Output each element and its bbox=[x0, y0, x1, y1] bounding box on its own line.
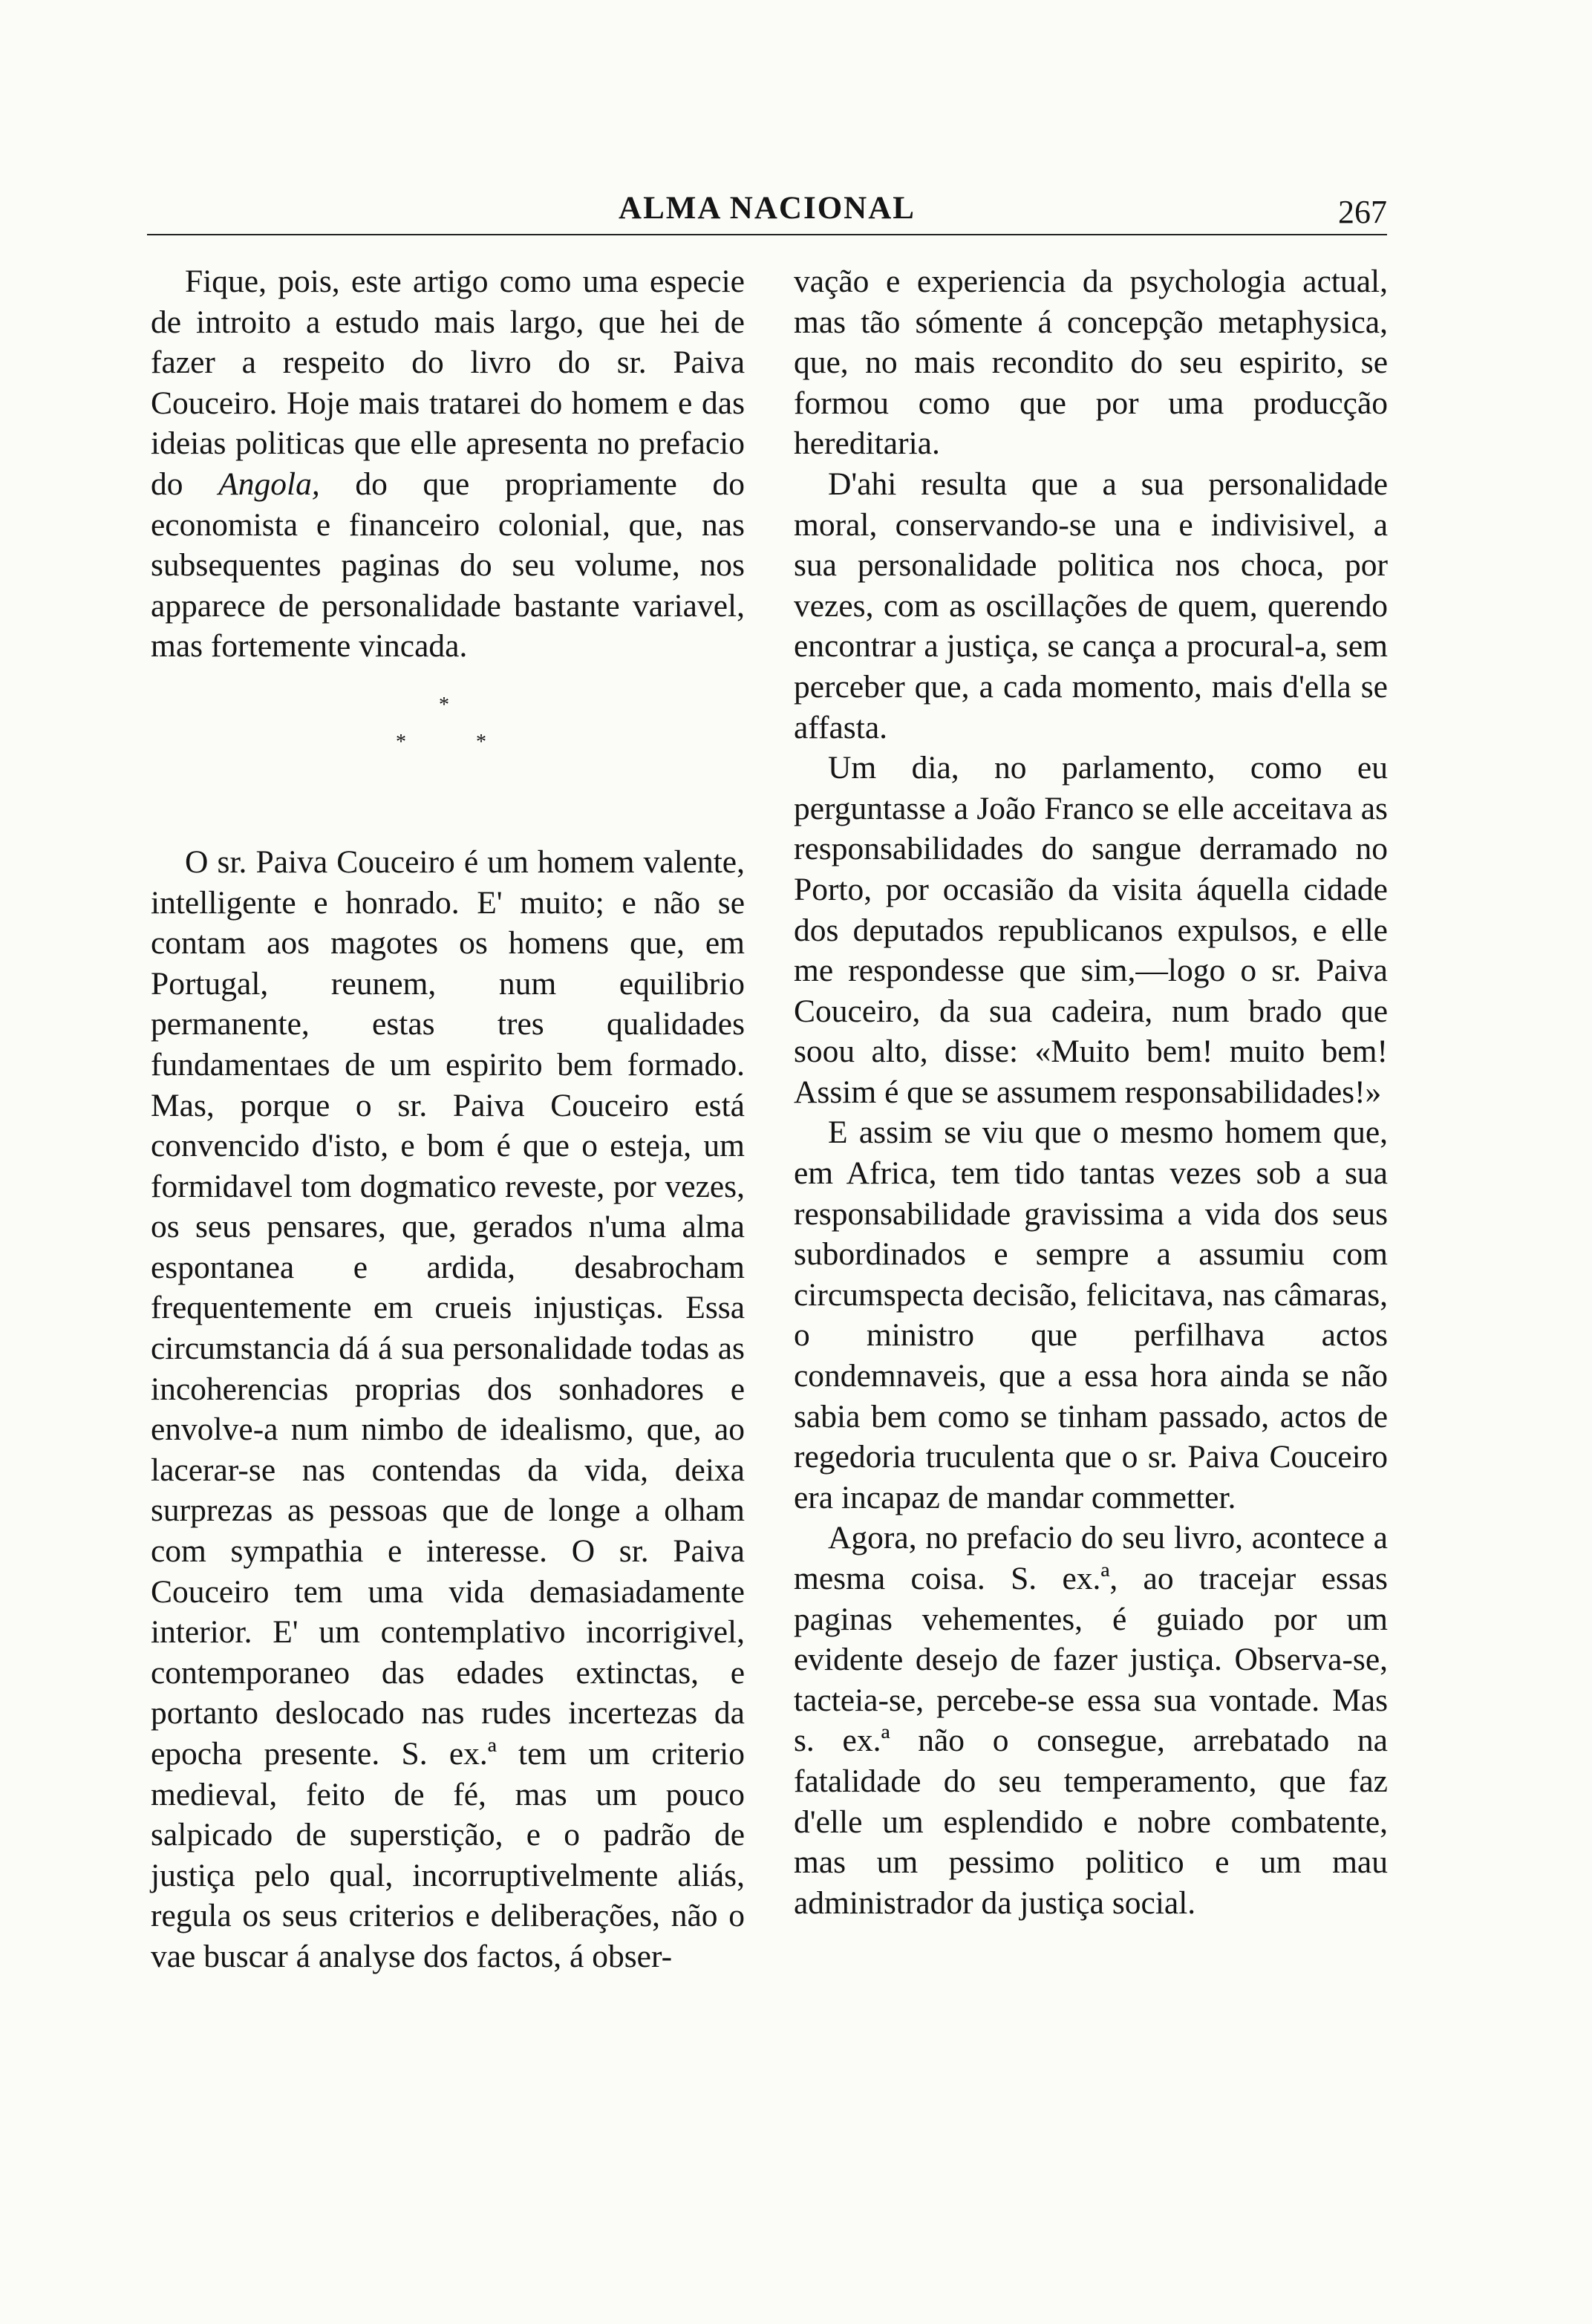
paragraph-couceiro-portrait: O sr. Paiva Couceiro é um homem valente, intelligente e honrado. E' muito; e não se contam aos magotes os homens que, em Portugal, reunem, num equilibrio permanente, estas tres qualidades fundamentaes de um espirito bem formado. Mas, porque o sr. Paiva Couceiro está convencido d'isto, e bom é que o esteja, um formidavel tom dogmatico reveste, por vezes, os seus pensares, que, gerados n'uma alma espontanea e ardida, desabrocham frequentemente em crueis injustiças. Essa circumstancia dá á sua personalidade todas as incoherencias proprias dos sonhadores e envolve-a num nimbo de idealismo, que, ao lacerar-se nas contendas da vida, deixa surprezas as pessoas que de longe a olham com sympathia e interesse. O sr. Paiva Couceiro tem uma vida demasiadamente interior. E' um contemplativo incorrigivel, contemporaneo das edades extinctas, e portanto deslocado nas rudes incertezas da epocha presente. S. ex.ª tem um criterio medieval, feito de fé, mas um pouco salpicado de superstição, e o padrão de justiça pelo qual, incorruptivelmente aliás, regula os seus criterios e deliberações, não o vae buscar á analyse dos factos, á obser- bbox=[151, 843, 745, 1974]
page-header bbox=[147, 184, 1387, 236]
running-title: ALMA NACIONAL bbox=[619, 191, 916, 226]
separator-star-right: * bbox=[476, 730, 486, 754]
paragraph-africa: E assim se viu que o mesmo homem que, em Africa, tem tido tantas vezes sob a sua responsabilidade gravissima a vida dos seus subordinados e sempre a assumiu com circumspecta decisão, felicitava, nas câmaras, o ministro que perfilhava actos condemnaveis, que a essa hora ainda se não sabia bem como se tinham passado, actos de regedoria truculenta que o sr. Paiva Couceiro era incapaz de mandar commetter. bbox=[794, 1114, 1388, 1515]
page-number: 267 bbox=[1338, 194, 1387, 230]
paragraph-personalidade: D'ahi resulta que a sua personalidade moral, conservando-se una e indivisivel, a sua personalidade politica nos choca, por vezes, com as oscillações de quem, querendo encontrar a justiça, se cança a procural-a, sem perceber que, a cada momento, mais d'ella se affasta. bbox=[794, 466, 1388, 745]
paragraph-prefacio: Agora, no prefacio do seu livro, acontece a mesma coisa. S. ex.ª, ao tracejar essas paginas vehementes, é guiado por um evidente desejo de fazer justiça. Observa-se, tacteia-se, percebe-se essa sua vontade. Mas s. ex.ª não o consegue, arrebatado na fatalidade do seu temperamento, que faz d'elle um esplendido e nobre combatente, mas um pessimo politico e um mau administrador da justiça social. bbox=[794, 1520, 1388, 1921]
section-separator bbox=[151, 680, 745, 836]
separator-star-left: * bbox=[396, 730, 406, 754]
book-title-angola: Angola, bbox=[218, 466, 320, 502]
header-rule bbox=[147, 234, 1387, 235]
paragraph-introito-text: Fique, pois, este artigo como uma especie de introito a estudo mais largo, que hei de fazer a respeito do livro do sr. Paiva Couceiro. Hoje mais tratarei do homem e das ideias politicas que elle apresenta no prefacio do bbox=[151, 264, 745, 502]
paragraph-parlamento: Um dia, no parlamento, como eu perguntasse a João Franco se elle acceitava as responsabilidades do sangue derramado no Porto, por occasião da visita áquella cidade dos deputados republicanos expulsos, e elle me respondesse que sim,—logo o sr. Paiva Couceiro, da sua cadeira, num brado que soou alto, disse: «Muito bem! muito bem! Assim é que se assumem responsabilidades!» bbox=[794, 750, 1388, 1110]
left-column bbox=[151, 261, 745, 1977]
paragraph-introito bbox=[151, 261, 745, 667]
paragraph-continuation: vação e experiencia da psychologia actual, mas tão sómente á concepção metaphysica, que, no mais recondito do seu espirito, se formou como que por uma producção hereditaria. bbox=[794, 264, 1388, 462]
right-column bbox=[794, 261, 1388, 1923]
paragraph-introito-end: do que propriamente do economista e financeiro colonial, que, nas subsequentes paginas do seu volume, nos apparece de personalidade bastante variavel, mas fortemente vincada. bbox=[151, 466, 745, 665]
separator-star-top: * bbox=[439, 693, 449, 717]
